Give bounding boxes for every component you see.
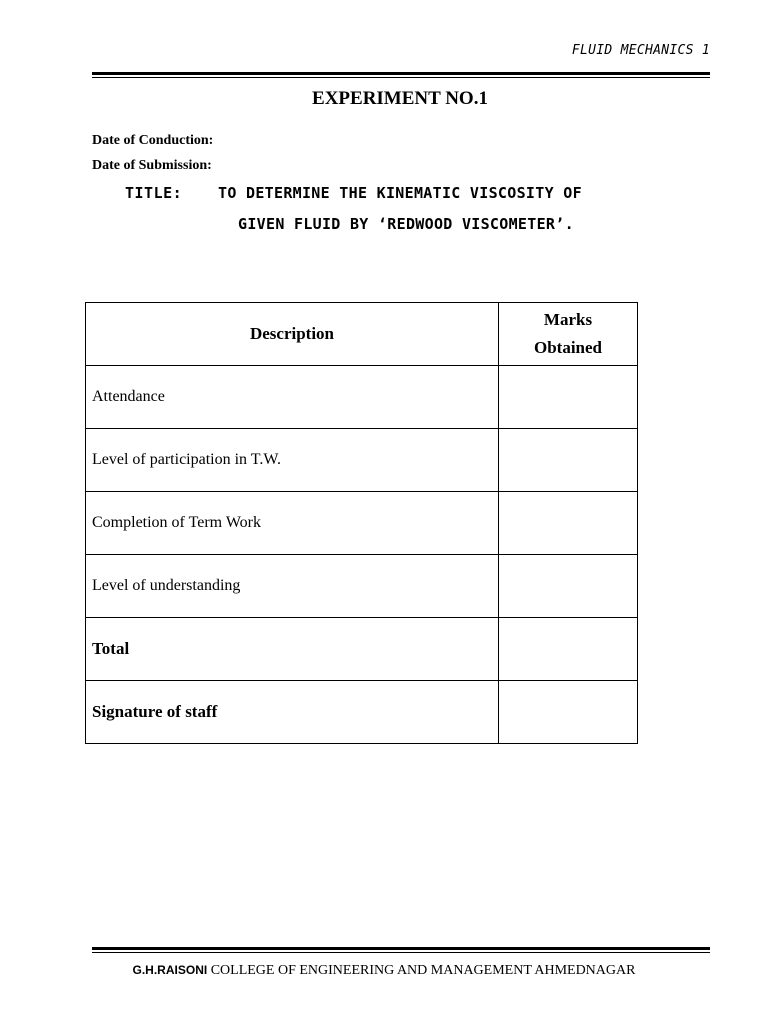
marks-cell-participation bbox=[499, 429, 638, 492]
experiment-title: EXPERIMENT NO.1 bbox=[312, 88, 488, 109]
table-row bbox=[86, 681, 638, 744]
row-label-understanding: Level of understanding bbox=[86, 555, 499, 618]
table-row bbox=[86, 618, 638, 681]
marks-cell-signature bbox=[499, 681, 638, 744]
course-header: FLUID MECHANICS 1 bbox=[571, 43, 710, 58]
title-text-line-1: TO DETERMINE THE KINEMATIC VISCOSITY OF bbox=[218, 184, 582, 202]
table-row bbox=[86, 366, 638, 429]
row-label-attendance: Attendance bbox=[86, 366, 499, 429]
marks-cell-completion bbox=[499, 492, 638, 555]
institute-footer bbox=[0, 963, 768, 979]
institute-name: COLLEGE OF ENGINEERING AND MANAGEMENT AHMEDNAGAR bbox=[210, 963, 636, 978]
marks-column-header bbox=[499, 303, 638, 366]
description-column-header: Description bbox=[86, 303, 499, 366]
institute-brand: G.H.RAISONI bbox=[132, 963, 208, 977]
table-header-row bbox=[86, 303, 638, 366]
marks-cell-attendance bbox=[499, 366, 638, 429]
marks-header-line-2: Obtained bbox=[533, 338, 603, 357]
row-label-completion: Completion of Term Work bbox=[86, 492, 499, 555]
title-label: TITLE: bbox=[125, 184, 183, 202]
marks-table bbox=[85, 302, 638, 744]
row-label-total: Total bbox=[86, 618, 499, 681]
footer-rule bbox=[92, 947, 710, 953]
table-row bbox=[86, 555, 638, 618]
marks-cell-total bbox=[499, 618, 638, 681]
marks-cell-understanding bbox=[499, 555, 638, 618]
header-rule bbox=[92, 72, 710, 78]
title-text-line-2: GIVEN FLUID BY ‘REDWOOD VISCOMETER’. bbox=[238, 215, 574, 233]
date-of-conduction-label: Date of Conduction: bbox=[92, 133, 214, 148]
marks-header-line-1: Marks bbox=[543, 310, 593, 329]
table-row bbox=[86, 492, 638, 555]
date-of-submission-label: Date of Submission: bbox=[92, 158, 212, 173]
row-label-participation: Level of participation in T.W. bbox=[86, 429, 499, 492]
table-row bbox=[86, 429, 638, 492]
row-label-signature: Signature of staff bbox=[86, 681, 499, 744]
